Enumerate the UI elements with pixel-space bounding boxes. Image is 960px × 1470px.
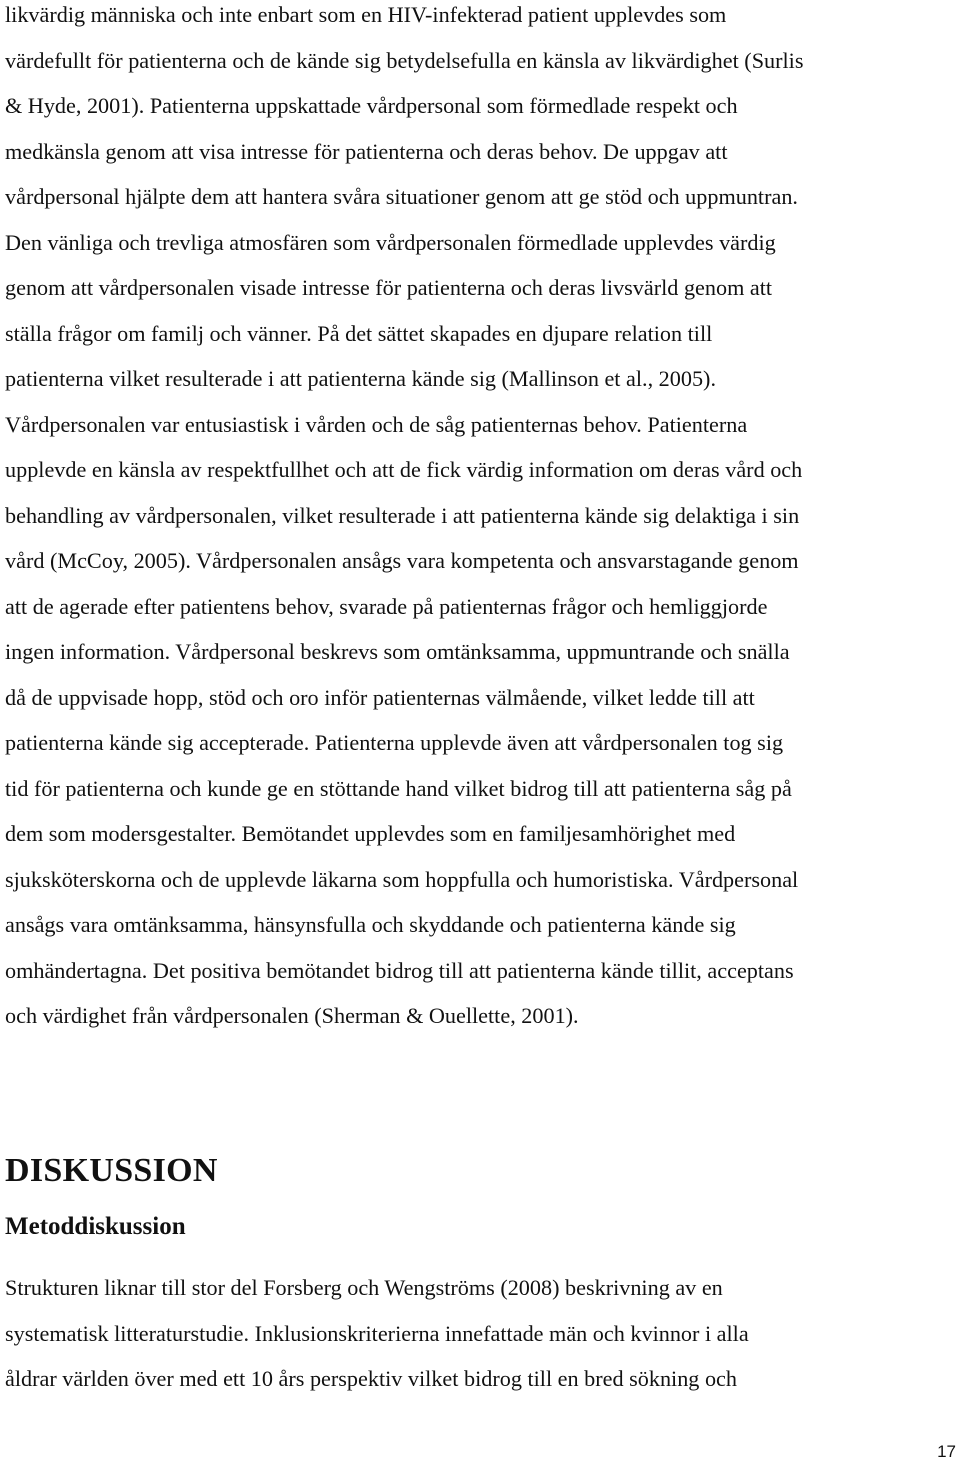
subsection-heading: Metoddiskussion [5,1213,186,1240]
paragraph-line: dem som modersgestalter. Bemötandet upplevdes som en familjesamhörighet med [5,821,736,846]
paragraph-line: vårdpersonal hjälpte dem att hantera svåra situationer genom att ge stöd och uppmuntran. [5,184,798,209]
paragraph-line: upplevde en känsla av respektfullhet och att de fick värdig information om deras vård och [5,457,803,482]
paragraph-line: vård (McCoy, 2005). Vårdpersonalen ansågs vara kompetenta och ansvarstagande genom [5,548,799,573]
results-paragraph [5,0,803,1039]
paragraph-line: värdefullt för patienterna och de kände sig betydelsefulla en känsla av likvärdighet (Surlis [5,47,804,73]
paragraph-line: Strukturen liknar till stor del Forsberg och Wengströms (2008) beskrivning av en [5,1275,723,1300]
paragraph-line: ingen information. Vårdpersonal beskrevs som omtänksamma, uppmuntrande och snälla [5,639,790,664]
paragraph-line: och värdighet från vårdpersonalen (Sherman & Ouellette, 2001). [5,1003,579,1028]
paragraph-line: patienterna kände sig accepterade. Patienterna upplevde även att vårdpersonalen tog sig [5,730,784,755]
paragraph-line: & Hyde, 2001). Patienterna uppskattade vårdpersonal som förmedlade respekt och [5,93,738,118]
paragraph-line: likvärdig människa och inte enbart som en HIV-infekterad patient upplevdes som [5,2,727,27]
paragraph-line: patienterna vilket resulterade i att patienterna kände sig (Mallinson et al., 2005). [5,366,716,391]
paragraph-line: då de uppvisade hopp, stöd och oro inför patienternas välmående, vilket ledde till att [5,684,755,710]
method-discussion-paragraph [5,1265,749,1402]
paragraph-line: Den vänliga och trevliga atmosfären som vårdpersonalen förmedlade upplevdes värdig [5,229,776,255]
paragraph-line: åldrar världen över med ett 10 års perspektiv vilket bidrog till en bred sökning och [5,1366,737,1391]
paragraph-line: omhändertagna. Det positiva bemötandet bidrog till att patienterna kände tillit, acceptans [5,957,794,983]
paragraph-line: tid för patienterna och kunde ge en stöttande hand vilket bidrog till att patienterna såg på [5,775,792,801]
section-heading: DISKUSSION [5,1152,218,1189]
paragraph-line: Vårdpersonalen var entusiastisk i vården och de såg patienternas behov. Patienterna [5,411,748,437]
paragraph-line: ansågs vara omtänksamma, hänsynsfulla och skyddande och patienterna kände sig [5,912,736,937]
paragraph-line: genom att vårdpersonalen visade intresse för patienterna och deras livsvärld genom att [5,275,773,300]
paragraph-line: att de agerade efter patientens behov, svarade på patienternas frågor och hemliggjorde [5,593,768,619]
page-number: 17 [937,1442,956,1461]
paragraph-line: behandling av vårdpersonalen, vilket resulterade i att patienterna kände sig delaktiga i sin [5,502,800,528]
paragraph-line: medkänsla genom att visa intresse för patienterna och deras behov. De uppgav att [5,138,728,164]
paragraph-line: sjuksköterskorna och de upplevde läkarna som hoppfulla och humoristiska. Vårdpersonal [5,866,799,892]
paragraph-line: ställa frågor om familj och vänner. På det sättet skapades en djupare relation till [5,320,713,346]
paragraph-line: systematisk litteraturstudie. Inklusionskriterierna innefattade män och kvinnor i alla [5,1320,749,1346]
